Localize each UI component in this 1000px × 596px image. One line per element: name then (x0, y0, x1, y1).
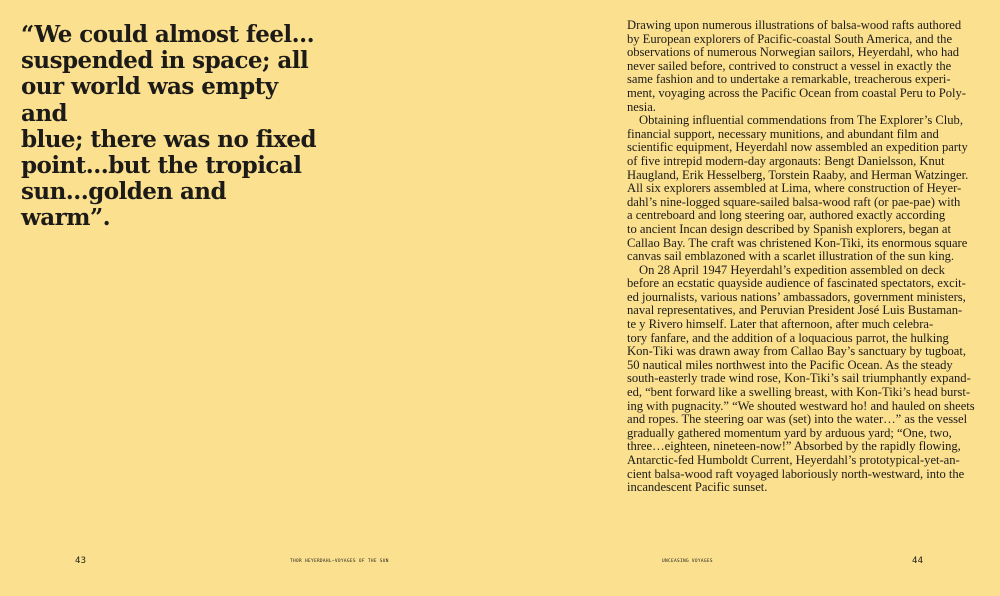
body-text (627, 19, 977, 495)
paragraph: On 28 April 1947 Heyerdahl’s expedition assembled on deck before an ecstatic quayside audience of fascinated spectators, excit- ed journalists, various nations’ ambassadors, government ministers, naval representatives, and Peruvian President José Luis Bustaman- te y Rivero himself. Later that afternoon, after much celebra- tory fanfare, and the addition of a loquacious parrot, the hulking Kon-Tiki was drawn away from Callao Bay’s sanctuary by tugboat, 50 nautical miles northwest into the Pacific Ocean. As the steady south-easterly trade wind rose, Kon-Tiki’s sail triumphantly expand- ed, “bent forward like a swelling breast, with Kon-Tiki’s head burst- ing with pugnacity.” “We shouted westward ho! and hauled on sheets and ropes. The steering oar was (set) into the water…” as the vessel gradually gathered momentum yard by arduous yard; “One, two, three…eighteen, nineteen-now!” Absorbed by the rapidly flowing, Antarctic-fed Humboldt Current, Heyerdahl’s prototypical-yet-an- cient balsa-wood raft voyaged laboriously north-westward, into the incandescent Pacific sunset. (627, 262, 975, 495)
running-head-left: THOR HEYERDAHL—VOYAGES OF THE SUN (290, 559, 389, 564)
paragraph: Obtaining influential commendations from The Explorer’s Club, financial support, necessary munitions, and abundant film and scientific equipment, Heyerdahl now assembled an expedition party of five intrepid modern-day argonauts: Bengt Danielsson, Knut Haugland, Erik Hesselberg, Torstein Raaby, and Herman Watzinger. All six explorers assembled at Lima, where construction of Heyer- dahl’s nine-logged square-sailed balsa-wood raft (or pae-pae) with a centreboard and long steering oar, authored exactly according to ancient Incan design described by Spanish explorers, began at Callao Bay. The craft was christened Kon-Tiki, its enormous square canvas sail emblazoned with a scarlet illustration of the sun king. (627, 113, 969, 264)
page-number-right: 44 (912, 556, 924, 566)
right-page (500, 0, 1000, 596)
pull-quote: “We could almost feel… suspended in space; all our world was empty and blue; there was no fixed point…but the tropical sun…golden and warm”. (21, 21, 316, 232)
paragraph: Drawing upon numerous illustrations of balsa-wood rafts authored by European explorers of Pacific-coastal South America, and the observations of numerous Norwegian sailors, Heyerdahl, who had never sailed before, contrived to construct a vessel in exactly the same fashion and to undertake a remarkable, treacherous experi- ment, voyaging across the Pacific Ocean from coastal Peru to Poly- nesia. (627, 18, 966, 114)
page-number-left: 43 (75, 556, 87, 566)
running-head-right: UNCEASING VOYAGES (662, 559, 713, 564)
